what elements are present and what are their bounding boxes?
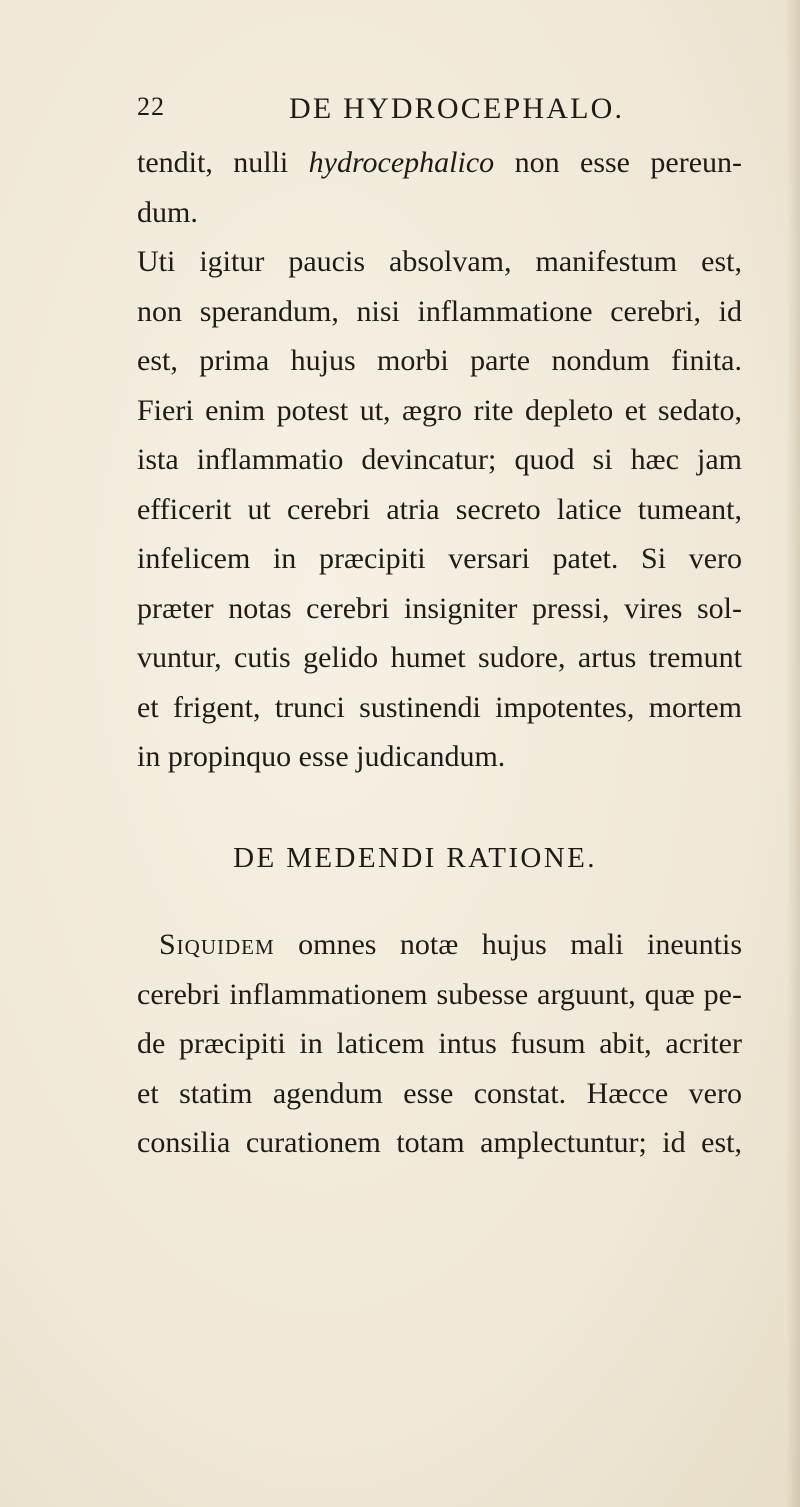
text-line: est, prima hujus morbi parte nondum finita. bbox=[137, 344, 742, 377]
text-span: tendit, nulli bbox=[137, 146, 309, 179]
text-line: efficerit ut cerebri atria secreto latice tumeant, bbox=[137, 492, 742, 526]
section-heading-text: DE MEDENDI RATIONE. bbox=[233, 842, 597, 874]
text-line: dum. bbox=[137, 195, 198, 229]
text-line: infelicem in præcipiti versari patet. Si vero bbox=[137, 542, 742, 575]
text-span: non esse pereun- bbox=[494, 146, 743, 179]
text-line bbox=[137, 920, 742, 970]
text-line bbox=[137, 138, 742, 188]
text-line: et statim agendum esse constat. Hæcce vero bbox=[137, 1076, 742, 1110]
text-line: Uti igitur paucis absolvam, manifestum est, bbox=[137, 245, 742, 278]
page-edge-shadow bbox=[786, 0, 800, 1507]
text-line: præter notas cerebri insigniter pressi, vires sol- bbox=[137, 591, 742, 625]
text-line: consilia curationem totam amplectuntur; id est, bbox=[137, 1126, 742, 1159]
section-heading bbox=[0, 842, 800, 875]
running-head: DE HYDROCEPHALO. bbox=[289, 92, 625, 125]
text-line: cerebri inflammationem subesse arguunt, quæ pe- bbox=[137, 977, 742, 1011]
text-line: de præcipiti in laticem intus fusum abit, acriter bbox=[137, 1027, 742, 1060]
text-line: vuntur, cutis gelido humet sudore, artus tremunt bbox=[137, 641, 742, 674]
text-line: in propinquo esse judicandum. bbox=[137, 740, 506, 773]
second-text-block bbox=[137, 920, 742, 1168]
italic-term: hydrocephalico bbox=[308, 146, 495, 179]
main-text-block bbox=[137, 138, 742, 782]
page-number: 22 bbox=[137, 92, 165, 121]
text-line: ista inflammatio devincatur; quod si hæc jam bbox=[137, 443, 742, 476]
page-header bbox=[0, 92, 800, 132]
opening-word: Siquidem bbox=[159, 928, 275, 961]
text-line: et frigent, trunci sustinendi impotentes, mortem bbox=[137, 690, 742, 724]
text-line: Fieri enim potest ut, ægro rite depleto et sedato, bbox=[137, 393, 742, 427]
text-line: non sperandum, nisi inflammatione cerebri, id bbox=[137, 294, 742, 328]
text-span: omnes notæ hujus mali ineuntis bbox=[274, 928, 742, 961]
